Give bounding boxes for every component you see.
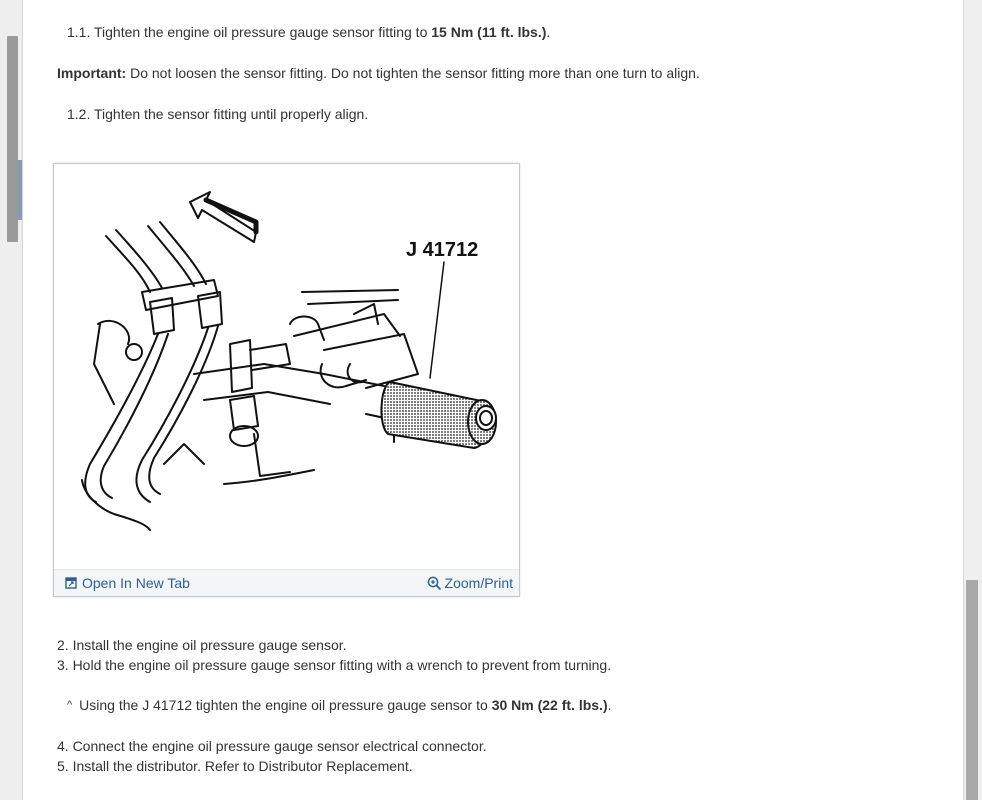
left-scrollbar-thumb[interactable] — [7, 36, 18, 242]
important-note — [57, 64, 700, 82]
zoom-print-label: Zoom/Print — [444, 575, 513, 591]
tool-callout-label: J 41712 — [406, 239, 479, 261]
important-text: Do not loosen the sensor fitting. Do not tighten the sensor fitting more than one turn to align. — [126, 65, 700, 81]
step-1-2: 1.2. Tighten the sensor fitting until properly align. — [67, 106, 369, 122]
step-5: 5. Install the distributor. Refer to Distributor Replacement. — [57, 758, 413, 774]
step-3: 3. Hold the engine oil pressure gauge sensor fitting with a wrench to prevent from turning. — [57, 657, 612, 673]
figure-toolbar — [54, 569, 519, 596]
oil-pressure-sensor-illustration — [54, 164, 519, 568]
step-2: 2. Install the engine oil pressure gauge sensor. — [57, 637, 347, 653]
step-1-1-torque: 15 Nm (11 ft. lbs.) — [431, 24, 547, 40]
left-panel-accent — [18, 160, 22, 220]
sub-bullet — [67, 696, 612, 716]
bullet-torque: 30 Nm (22 ft. lbs.) — [491, 697, 608, 713]
important-label: Important: — [57, 65, 127, 81]
step-1-1-suffix: . — [546, 24, 551, 40]
step-1-1-text: 1.1. Tighten the engine oil pressure gauge sensor fitting to — [67, 24, 432, 40]
bullet-marker: ^ — [67, 699, 73, 711]
zoom-in-icon — [427, 576, 442, 591]
bullet-text: Using the J 41712 tighten the engine oil pressure gauge sensor to — [79, 697, 492, 713]
bullet-suffix: . — [607, 697, 612, 713]
open-in-new-tab-label: Open In New Tab — [82, 575, 190, 591]
illustration-figure — [53, 163, 520, 597]
scrollbar-thumb[interactable] — [966, 580, 978, 800]
step-1-1 — [67, 23, 550, 41]
step-4: 4. Connect the engine oil pressure gauge sensor electrical connector. — [57, 738, 487, 754]
new-tab-icon — [65, 577, 77, 589]
zoom-print-link[interactable] — [427, 575, 513, 591]
open-in-new-tab-link[interactable] — [65, 575, 190, 591]
